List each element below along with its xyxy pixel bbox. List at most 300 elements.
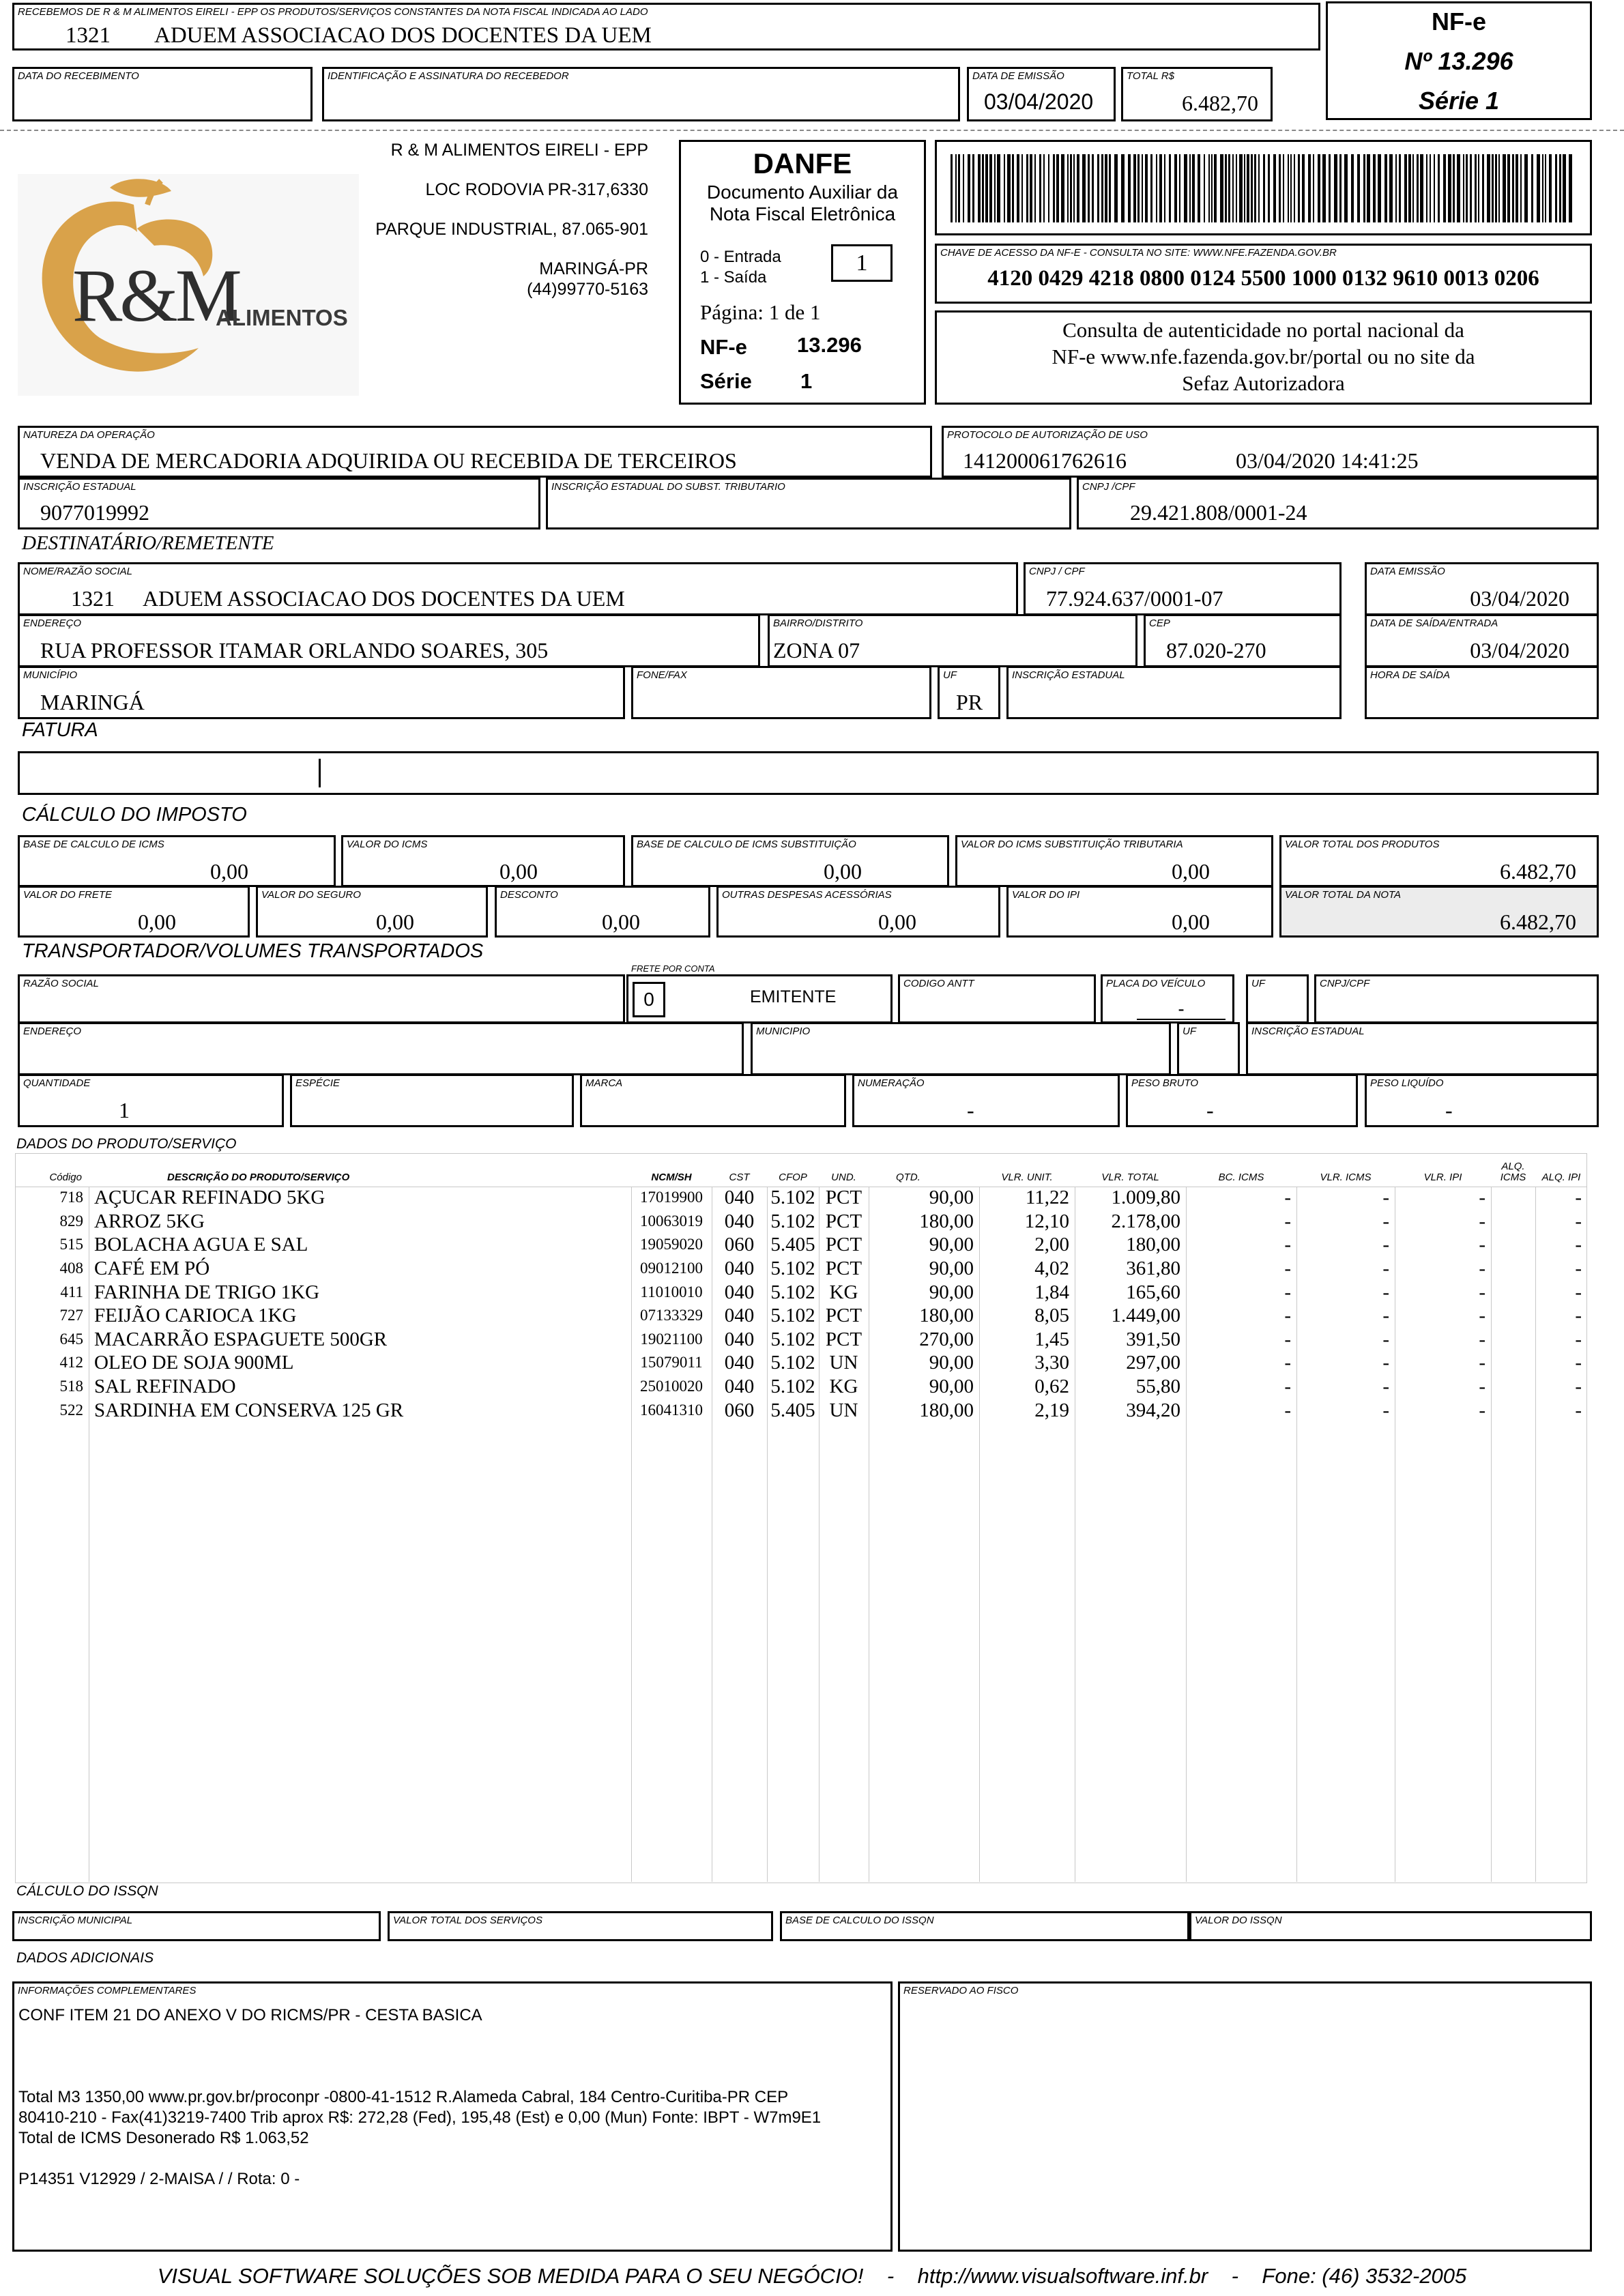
v-icms-box: [341, 835, 625, 887]
dest-data-emissao: 03/04/2020: [1470, 586, 1569, 611]
item-alqipi: -: [1575, 1281, 1582, 1303]
issqn-section: CÁLCULO DO ISSQN: [16, 1883, 158, 1899]
logo-text-rm: R&M: [72, 254, 240, 337]
barcode-bar: [1339, 154, 1342, 222]
transp-ie-label: INSCRIÇÃO ESTADUAL: [1251, 1026, 1365, 1037]
barcode-bar: [1288, 154, 1289, 222]
barcode-bar: [1463, 154, 1464, 222]
v-ipi-label: VALOR DO IPI: [1012, 889, 1080, 901]
issqn-bc-box: [780, 1911, 1189, 1941]
ie-st-label: INSCRIÇÃO ESTADUAL DO SUBST. TRIBUTARIO: [551, 481, 785, 493]
barcode-bar: [1114, 154, 1118, 222]
barcode-bar: [1247, 154, 1249, 222]
barcode-bar: [1121, 154, 1125, 222]
item-ncm: 16041310: [640, 1401, 703, 1419]
item-codigo: 412: [59, 1354, 83, 1371]
barcode-bar: [1156, 154, 1157, 222]
barcode-icon: [951, 154, 1578, 222]
dest-data-emissao-box: [1365, 562, 1599, 615]
dest-cep-label: CEP: [1149, 617, 1170, 629]
item-bcicms: -: [1284, 1187, 1291, 1209]
barcode-bar: [1150, 154, 1152, 222]
col-bcicms: BC. ICMS: [1218, 1172, 1264, 1183]
item-vtotal: 55,80: [1135, 1376, 1180, 1398]
barcode-bar: [1039, 154, 1041, 222]
barcode-bar: [1555, 154, 1557, 222]
barcode-bar: [1344, 154, 1348, 222]
item-vicms: -: [1382, 1234, 1389, 1256]
barcode-bar: [1531, 154, 1533, 222]
barcode-bar: [1220, 154, 1223, 222]
danfe-tipo: 1: [856, 250, 868, 276]
barcode-bar: [1133, 154, 1136, 222]
barcode-bar: [1559, 154, 1561, 222]
transp-placa-label: PLACA DO VEÍCULO: [1106, 978, 1206, 989]
recebedor-name: ADUEM ASSOCIACAO DOS DOCENTES DA UEM: [154, 23, 652, 48]
barcode-bar: [982, 154, 984, 222]
item-bcicms: -: [1284, 1328, 1291, 1350]
barcode-bar: [1268, 154, 1270, 222]
table-row: [15, 1328, 1587, 1352]
barcode-bar: [1563, 154, 1566, 222]
item-vipi: -: [1479, 1305, 1485, 1327]
protocolo-datetime: 03/04/2020 14:41:25: [1236, 448, 1419, 473]
transp-quantidade-box: [18, 1074, 284, 1127]
dest-data-saida-box: [1365, 614, 1599, 667]
item-codigo: 515: [59, 1236, 83, 1253]
item-descricao: AÇUCAR REFINADO 5KG: [94, 1187, 325, 1209]
item-und: KG: [829, 1281, 858, 1303]
danfe-entrada: 0 - Entrada: [700, 248, 781, 266]
item-vicms: -: [1382, 1376, 1389, 1398]
item-qtd: 90,00: [929, 1187, 974, 1209]
danfe-nfe-label: NF-e: [700, 335, 747, 359]
barcode-bar: [1198, 154, 1200, 222]
canhoto-total: [1121, 67, 1273, 121]
barcode-bar: [1030, 154, 1032, 222]
item-alqipi: -: [1575, 1328, 1582, 1350]
transp-quantidade: 1: [119, 1098, 130, 1122]
item-cfop: 5.102: [770, 1328, 815, 1350]
ie-box: [18, 478, 540, 529]
barcode-bar: [1298, 154, 1300, 222]
bc-icms-label: BASE DE CALCULO DE ICMS: [23, 839, 164, 850]
dest-hora-saida-box: [1365, 666, 1599, 719]
item-qtd: 90,00: [929, 1376, 974, 1398]
item-bcicms: -: [1284, 1305, 1291, 1327]
barcode-bar: [1438, 154, 1440, 222]
info-complementar-box: [12, 1981, 893, 2252]
item-cst: 040: [724, 1258, 755, 1280]
item-vipi: -: [1479, 1210, 1485, 1232]
dest-bairro-box: [768, 614, 1137, 667]
barcode-bar: [1056, 154, 1059, 222]
item-alqicms: [1491, 1233, 1535, 1257]
item-vunit: 0,62: [1034, 1376, 1069, 1398]
transp-marca-label: MARCA: [585, 1077, 623, 1089]
item-qtd: 180,00: [919, 1399, 974, 1421]
danfe-subtitle-1: Documento Auxiliar da: [706, 181, 899, 203]
barcode-bar: [1204, 154, 1205, 222]
col-vunit: VLR. UNIT.: [1001, 1172, 1053, 1183]
v-icms-st-value: 0,00: [1172, 859, 1210, 884]
item-bcicms: -: [1284, 1376, 1291, 1398]
item-descricao: FARINHA DE TRIGO 1KG: [94, 1281, 320, 1303]
danfe-serie: 1: [800, 369, 813, 393]
table-row: [15, 1257, 1587, 1281]
item-und: PCT: [825, 1187, 862, 1209]
item-descricao: SARDINHA EM CONSERVA 125 GR: [94, 1399, 404, 1421]
barcode-bar: [1426, 154, 1427, 222]
col-codigo: Código: [49, 1172, 82, 1183]
danfe-tipo-box: [831, 244, 893, 282]
item-alqicms: [1491, 1351, 1535, 1375]
cnpj-emitente-value: 29.421.808/0001-24: [1130, 500, 1307, 525]
dest-cep: 87.020-270: [1166, 638, 1266, 663]
barcode-bar: [1244, 154, 1245, 222]
dest-ie-label: INSCRIÇÃO ESTADUAL: [1012, 669, 1125, 681]
barcode-bar: [994, 154, 996, 222]
canhoto-data-emissao: [967, 67, 1116, 121]
frete-label: FRETE POR CONTA: [631, 963, 715, 974]
transp-endereco-box: [18, 1022, 744, 1075]
transp-peso-liquido: -: [1445, 1098, 1453, 1122]
table-row: [15, 1280, 1587, 1304]
col-ncm: NCM/SH: [651, 1172, 692, 1183]
item-alqipi: -: [1575, 1399, 1582, 1421]
barcode-bar: [1569, 154, 1572, 222]
chave-value: 4120 0429 4218 0800 0124 5500 1000 0132 9610 0013 0206: [987, 266, 1539, 291]
canhoto-nfe-title: NF-e: [1432, 8, 1486, 35]
item-vunit: 1,45: [1034, 1328, 1069, 1350]
v-frete-box: [18, 886, 250, 938]
emitente-district: PARQUE INDUSTRIAL, 87.065-901: [375, 220, 648, 239]
table-row: [15, 1210, 1587, 1234]
barcode-bar: [1128, 154, 1131, 222]
frete-code-box: [633, 982, 665, 1017]
item-cst: 040: [724, 1328, 755, 1350]
canhoto-data-emissao-label: DATA DE EMISSÃO: [972, 70, 1064, 82]
item-bcicms: -: [1284, 1399, 1291, 1421]
transp-quantidade-label: QUANTIDADE: [23, 1077, 91, 1089]
transp-antt-box: [898, 974, 1096, 1023]
barcode-bar: [1283, 154, 1284, 222]
item-cfop: 5.102: [770, 1305, 815, 1327]
barcode-bar: [1232, 154, 1234, 222]
item-vipi: -: [1479, 1328, 1485, 1350]
barcode-bar: [1174, 154, 1177, 222]
item-alqipi: -: [1575, 1210, 1582, 1232]
dest-cnpj-label: CNPJ / CPF: [1029, 566, 1085, 577]
v-ipi-value: 0,00: [1172, 910, 1210, 934]
fatura-box: [18, 751, 1599, 795]
item-alqicms: [1491, 1375, 1535, 1399]
barcode-bar: [1448, 154, 1451, 222]
item-alqipi: -: [1575, 1376, 1582, 1398]
item-alqicms: [1491, 1210, 1535, 1234]
transp-uf2-box: [1177, 1022, 1240, 1075]
barcode-bar: [1077, 154, 1079, 222]
barcode-bar: [1430, 154, 1431, 222]
barcode-bar: [1537, 154, 1540, 222]
dest-code: 1321: [71, 586, 115, 611]
barcode-bar: [1164, 154, 1165, 222]
barcode-bar: [1443, 154, 1446, 222]
barcode-bar: [1507, 154, 1510, 222]
canhoto-nfe-number: Nº 13.296: [1404, 47, 1513, 75]
emitente-address: LOC RODOVIA PR-317,6330: [425, 180, 648, 199]
barcode-bar: [1351, 154, 1354, 222]
v-produtos-box: [1279, 835, 1599, 887]
transp-endereco-label: ENDEREÇO: [23, 1026, 82, 1037]
produtos-header-row: [15, 1153, 1587, 1186]
barcode-bar: [972, 154, 974, 222]
barcode-bar: [1159, 154, 1162, 222]
item-vtotal: 391,50: [1126, 1328, 1180, 1350]
item-alqipi: -: [1575, 1187, 1582, 1209]
transp-razao-label: RAZÃO SOCIAL: [23, 978, 99, 989]
transp-uf2-label: UF: [1183, 1026, 1196, 1037]
barcode-bar: [1228, 154, 1230, 222]
barcode-bar: [1254, 154, 1256, 222]
emitente-phone: (44)99770-5163: [527, 280, 648, 299]
info-line-4: Total de ICMS Desonerado R$ 1.063,52: [18, 2129, 309, 2147]
col-vicms: VLR. ICMS: [1320, 1172, 1372, 1183]
transp-ie-box: [1246, 1022, 1599, 1075]
item-cst: 040: [724, 1281, 755, 1303]
col-qtd: QTD.: [896, 1172, 920, 1183]
logo-text-alimentos: ALIMENTOS: [216, 305, 348, 330]
protocolo-box: [942, 426, 1599, 478]
produtos-section: DADOS DO PRODUTO/SERVIÇO: [16, 1136, 237, 1152]
transp-peso-liquido-label: PESO LIQUÍDO: [1370, 1077, 1444, 1089]
barcode-bar: [1189, 154, 1191, 222]
danfe-serie-label: Série: [700, 369, 752, 393]
protocolo-label: PROTOCOLO DE AUTORIZAÇÃO DE USO: [947, 429, 1148, 441]
barcode-bar: [1545, 154, 1546, 222]
info-line-2: Total M3 1350,00 www.pr.gov.br/proconpr -0800-41-1512 R.Alameda Cabral, 184 Centro-Curitiba-PR CEP: [18, 2088, 789, 2106]
transp-peso-bruto-label: PESO BRUTO: [1131, 1077, 1199, 1089]
barcode-bar: [968, 154, 970, 222]
barcode-bar: [1520, 154, 1522, 222]
barcode-bar: [1542, 154, 1543, 222]
transp-cnpj-box: [1314, 974, 1599, 1023]
issqn-valor-box: [1189, 1911, 1592, 1941]
item-descricao: FEIJÃO CARIOCA 1KG: [94, 1305, 297, 1327]
col-und: UND.: [831, 1172, 856, 1183]
barcode-bar: [997, 154, 1000, 222]
item-bcicms: -: [1284, 1352, 1291, 1374]
transp-especie-label: ESPÉCIE: [295, 1077, 340, 1089]
barcode-bar: [1007, 154, 1011, 222]
dest-municipio-label: MUNICÍPIO: [23, 669, 78, 681]
col-vtotal: VLR. TOTAL: [1101, 1172, 1159, 1183]
item-alqipi: -: [1575, 1234, 1582, 1256]
item-vtotal: 1.449,00: [1111, 1305, 1180, 1327]
barcode-bar: [1470, 154, 1472, 222]
issqn-im-label: INSCRIÇÃO MUNICIPAL: [18, 1915, 133, 1926]
item-codigo: 408: [59, 1260, 83, 1277]
transp-numeracao: -: [967, 1098, 974, 1122]
transp-cnpj-label: CNPJ/CPF: [1320, 978, 1370, 989]
info-complementar-text: [18, 2005, 821, 2190]
barcode-bar: [1294, 154, 1295, 222]
item-vtotal: 361,80: [1126, 1258, 1180, 1280]
item-vipi: -: [1479, 1399, 1485, 1421]
canhoto-nfe: [1326, 1, 1592, 120]
item-vipi: -: [1479, 1258, 1485, 1280]
barcode-bar: [1453, 154, 1455, 222]
item-alqicms: [1491, 1280, 1535, 1304]
item-vicms: -: [1382, 1187, 1389, 1209]
v-frete-value: 0,00: [138, 910, 176, 934]
bc-icms-st-label: BASE DE CALCULO DE ICMS SUBSTITUIÇÃO: [637, 839, 856, 850]
barcode-bar: [1169, 154, 1171, 222]
item-qtd: 90,00: [929, 1352, 974, 1374]
destinatario-section: DESTINATÁRIO/REMETENTE: [22, 532, 274, 554]
barcode-bar: [1466, 154, 1468, 222]
bc-icms-box: [18, 835, 336, 887]
item-vipi: -: [1479, 1281, 1485, 1303]
item-ncm: 19059020: [640, 1236, 703, 1253]
barcode-bar: [1408, 154, 1411, 222]
barcode-bar: [1512, 154, 1514, 222]
dest-data-saida-label: DATA DE SAÍDA/ENTRADA: [1370, 617, 1498, 629]
desconto-label: DESCONTO: [500, 889, 558, 901]
item-qtd: 180,00: [919, 1305, 974, 1327]
barcode-bar: [1258, 154, 1260, 222]
item-cst: 040: [724, 1305, 755, 1327]
item-alqipi: -: [1575, 1258, 1582, 1280]
barcode-bar: [1399, 154, 1401, 222]
item-cst: 060: [724, 1399, 755, 1421]
imposto-section: CÁLCULO DO IMPOSTO: [22, 804, 247, 826]
item-codigo: 727: [59, 1307, 83, 1324]
barcode-bar: [1004, 154, 1005, 222]
adicionais-section: DADOS ADICIONAIS: [16, 1950, 154, 1966]
item-alqipi: -: [1575, 1305, 1582, 1327]
item-ncm: 15079011: [640, 1354, 703, 1371]
item-vunit: 4,02: [1034, 1258, 1069, 1280]
canhoto-data-emissao-value: 03/04/2020: [984, 89, 1094, 114]
barcode-bar: [1334, 154, 1337, 222]
barcode-bar: [1412, 154, 1414, 222]
transp-marca-box: [580, 1074, 846, 1127]
outras-box: [716, 886, 1000, 938]
item-und: PCT: [825, 1210, 862, 1232]
v-ipi-box: [1006, 886, 1273, 938]
item-cst: 040: [724, 1210, 755, 1232]
barcode-bar: [1482, 154, 1484, 222]
barcode-bar: [1225, 154, 1227, 222]
footer-text: VISUAL SOFTWARE SOLUÇÕES SOB MEDIDA PARA O SEU NEGÓCIO! - http://www.visualsoftware.inf.br - Fone: (46) 3532-2005: [157, 2264, 1467, 2288]
emitente-info: [362, 140, 648, 300]
item-vunit: 11,22: [1025, 1187, 1069, 1209]
barcode-bar: [958, 154, 960, 222]
dest-cnpj: 77.924.637/0001-07: [1046, 586, 1223, 611]
table-row: [15, 1233, 1587, 1257]
dest-hora-saida-label: HORA DE SAÍDA: [1370, 669, 1450, 681]
item-cfop: 5.405: [770, 1234, 815, 1256]
item-vunit: 8,05: [1034, 1305, 1069, 1327]
item-cfop: 5.102: [770, 1187, 815, 1209]
barcode-bar: [1420, 154, 1423, 222]
barcode-bar: [1048, 154, 1049, 222]
item-und: PCT: [825, 1234, 862, 1256]
canhoto-total-value: 6.482,70: [1182, 91, 1258, 115]
emitente-name: R & M ALIMENTOS EIRELI - EPP: [390, 141, 648, 160]
barcode-bar: [1026, 154, 1028, 222]
reservado-fisco-label: RESERVADO AO FISCO: [903, 1985, 1019, 1996]
danfe-title: DANFE: [753, 147, 852, 179]
barcode-bar: [1378, 154, 1381, 222]
canhoto-identificacao[interactable]: [322, 67, 960, 121]
item-und: PCT: [825, 1328, 862, 1350]
transp-especie-box: [290, 1074, 574, 1127]
item-bcicms: -: [1284, 1210, 1291, 1232]
barcode-bar: [1389, 154, 1393, 222]
dest-endereco-box: [18, 614, 760, 667]
canhoto-data-recebimento[interactable]: [12, 67, 313, 121]
item-und: UN: [829, 1352, 858, 1374]
item-qtd: 90,00: [929, 1258, 974, 1280]
ie-st-box: [546, 478, 1071, 529]
company-logo: [18, 174, 359, 396]
desconto-box: [495, 886, 710, 938]
item-vicms: -: [1382, 1281, 1389, 1303]
item-ncm: 09012100: [640, 1260, 703, 1277]
item-und: PCT: [825, 1258, 862, 1280]
dest-bairro: ZONA 07: [773, 638, 860, 663]
barcode-bar: [1308, 154, 1311, 222]
item-bcicms: -: [1284, 1281, 1291, 1303]
table-row: [15, 1186, 1587, 1210]
barcode-bar: [1017, 154, 1019, 222]
barcode-bar: [1290, 154, 1292, 222]
barcode-bar: [1067, 154, 1069, 222]
table-row: [15, 1351, 1587, 1375]
barcode-bar: [1021, 154, 1023, 222]
barcode-bar: [1034, 154, 1036, 222]
barcode-bar: [1145, 154, 1148, 222]
item-vicms: -: [1382, 1210, 1389, 1232]
transporte-section: TRANSPORTADOR/VOLUMES TRANSPORTADOS: [22, 940, 484, 962]
barcode-bar: [1478, 154, 1479, 222]
item-descricao: BOLACHA AGUA E SAL: [94, 1234, 308, 1256]
item-und: UN: [829, 1399, 858, 1421]
info-line-3: 80410-210 - Fax(41)3219-7400 Trib aprox R$: 272,28 (Fed), 195,48 (Est) e 0,00 (Mun) Fonte: IBPT - W7m9E1: [18, 2108, 822, 2127]
barcode-bar: [1137, 154, 1140, 222]
transp-razao-box: [18, 974, 625, 1023]
barcode-bar: [1142, 154, 1143, 222]
barcode-bar: [1012, 154, 1014, 222]
dest-endereco-label: ENDEREÇO: [23, 617, 82, 629]
dest-nome: ADUEM ASSOCIACAO DOS DOCENTES DA UEM: [143, 586, 625, 611]
natureza-box: [18, 426, 932, 478]
recebedor-code: 1321: [66, 23, 111, 48]
item-vunit: 1,84: [1034, 1281, 1069, 1303]
item-vunit: 3,30: [1034, 1352, 1069, 1374]
item-ncm: 19021100: [640, 1330, 703, 1348]
barcode-bar: [963, 154, 964, 222]
barcode-bar: [1329, 154, 1331, 222]
transp-peso-liquido-box: [1365, 1074, 1599, 1127]
item-vipi: -: [1479, 1376, 1485, 1398]
col-cst: CST: [729, 1172, 750, 1183]
danfe-nfe-number: 13.296: [797, 333, 862, 357]
chave-box: [935, 244, 1592, 304]
danfe-box: [679, 140, 926, 405]
